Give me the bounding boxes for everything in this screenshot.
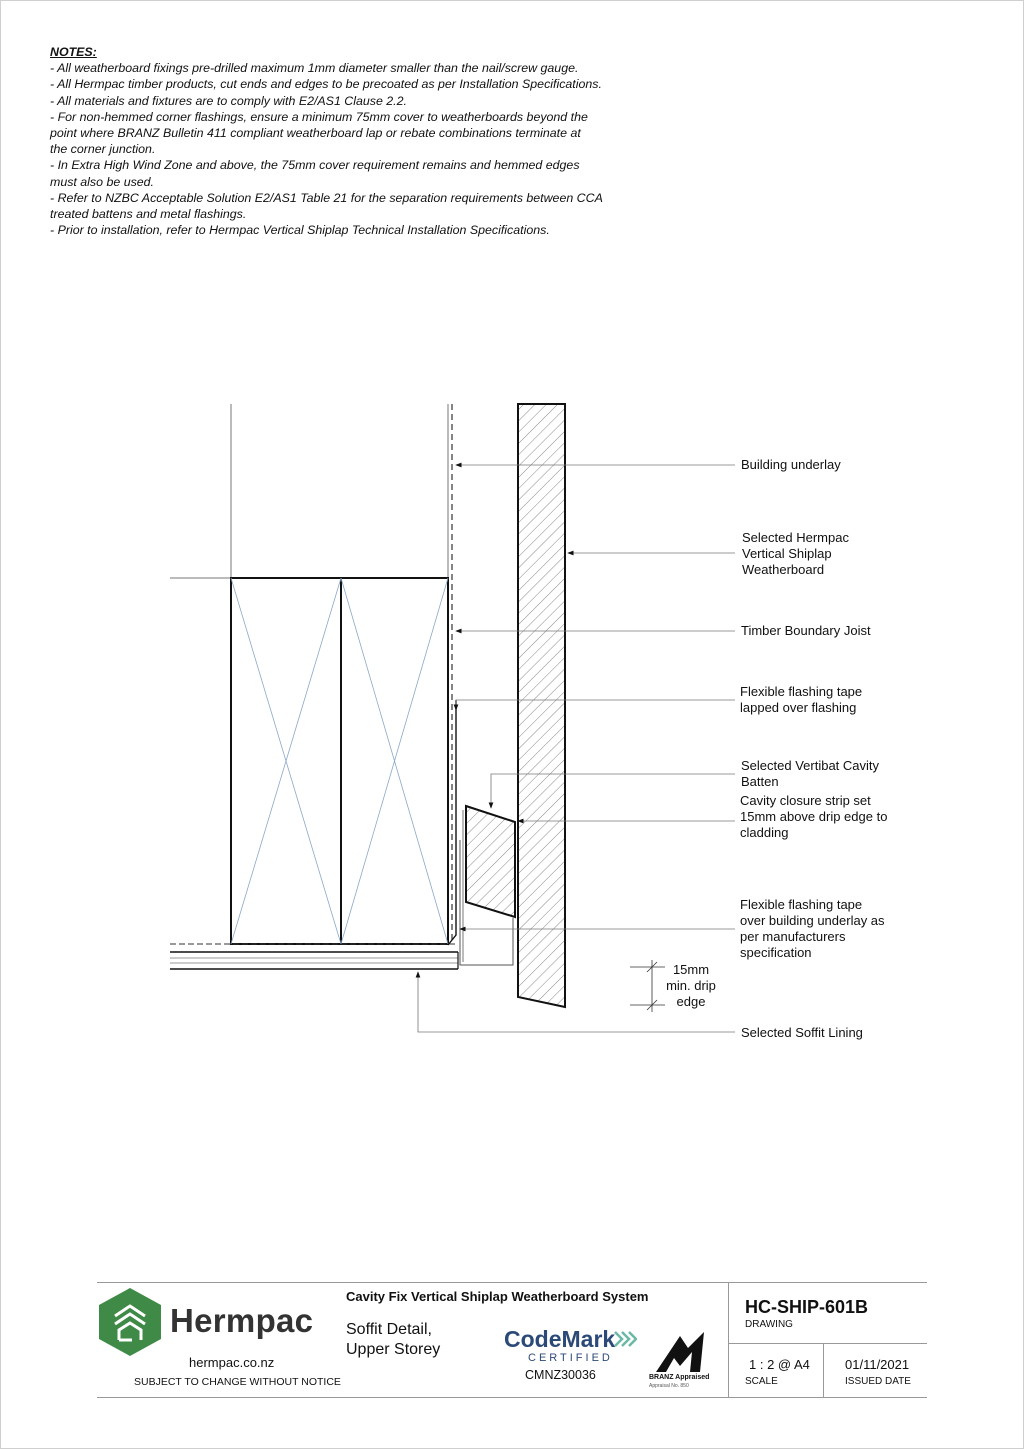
branz-logo-icon: [650, 1330, 710, 1374]
drawing-number: HC-SHIP-601B: [745, 1297, 869, 1317]
title-block-divider: [728, 1282, 729, 1397]
title-block-border: [97, 1282, 927, 1283]
timber-boundary-joist: [231, 578, 448, 944]
codemark-chevrons-icon: [613, 1330, 637, 1348]
hermpac-logo-icon: [97, 1286, 163, 1358]
label-soffit: Selected Soffit Lining: [741, 1025, 863, 1040]
note-item: - Refer to NZBC Acceptable Solution E2/AS1 Table 21 for the separation requirements between CCA treated battens and metal flashings.: [50, 190, 603, 222]
drawing-title: Soffit Detail, Upper Storey: [346, 1321, 441, 1358]
title-block-divider: [728, 1343, 927, 1344]
note-item: - In Extra High Wind Zone and above, the 75mm cover requirement remains and hemmed edges must also be used.: [50, 158, 580, 189]
label-weatherboard: Selected Hermpac Vertical Shiplap Weatherboard: [742, 530, 849, 577]
label-closure-strip: Cavity closure strip set 15mm above drip edge to cladding: [740, 793, 888, 840]
system-name: Cavity Fix Vertical Shiplap Weatherboard System: [346, 1289, 649, 1304]
note-item: - All materials and fixtures are to comply with E2/AS1 Clause 2.2.: [50, 93, 407, 108]
note-item: - All Hermpac timber products, cut ends and edges to be precoated as per Installation Specifications.: [50, 77, 602, 92]
issued-date: 01/11/2021: [845, 1357, 910, 1372]
label-tape-over: Flexible flashing tape over building underlay as per manufacturers specification: [740, 897, 885, 960]
weatherboard: [518, 404, 565, 1007]
note-item: - Prior to installation, refer to Hermpac Vertical Shiplap Technical Installation Specifications.: [50, 223, 550, 238]
label-batten: Selected Vertibat Cavity Batten: [741, 758, 880, 789]
codemark-certified: CERTIFIED: [528, 1352, 613, 1364]
branz-label: BRANZ Appraised: [649, 1374, 710, 1381]
label-joist: Timber Boundary Joist: [741, 623, 871, 638]
brand-name: Hermpac: [170, 1302, 314, 1339]
label-building-underlay: Building underlay: [741, 457, 841, 472]
label-drip-dimension: 15mm min. drip edge: [666, 962, 716, 1009]
soffit-lining: [170, 944, 458, 969]
website: hermpac.co.nz: [189, 1355, 275, 1370]
scale-value: 1 : 2 @ A4: [749, 1357, 810, 1372]
cert-number: CMNZ30036: [525, 1368, 596, 1382]
codemark-logo: CodeMark: [504, 1326, 616, 1352]
disclaimer: SUBJECT TO CHANGE WITHOUT NOTICE: [134, 1376, 341, 1388]
notes-heading: NOTES:: [50, 45, 97, 59]
note-item: - For non-hemmed corner flashings, ensure a minimum 75mm cover to weatherboards beyond the point where BRANZ Bulletin 411 compliant weatherboard lap or rebate combinations terminate at the corner junction.: [50, 109, 588, 157]
branz-appraisal-no: Appraisal No. 850: [649, 1383, 689, 1389]
issued-date-label: ISSUED DATE: [845, 1376, 911, 1387]
drawing-label: DRAWING: [745, 1319, 793, 1330]
title-block-border: [97, 1397, 927, 1398]
title-block-divider: [823, 1343, 824, 1397]
scale-label: SCALE: [745, 1376, 778, 1387]
note-item: - All weatherboard fixings pre-drilled maximum 1mm diameter smaller than the nail/screw gauge.: [50, 61, 579, 76]
label-tape-lapped: Flexible flashing tape lapped over flashing: [740, 684, 863, 715]
cavity-batten: [466, 806, 515, 917]
